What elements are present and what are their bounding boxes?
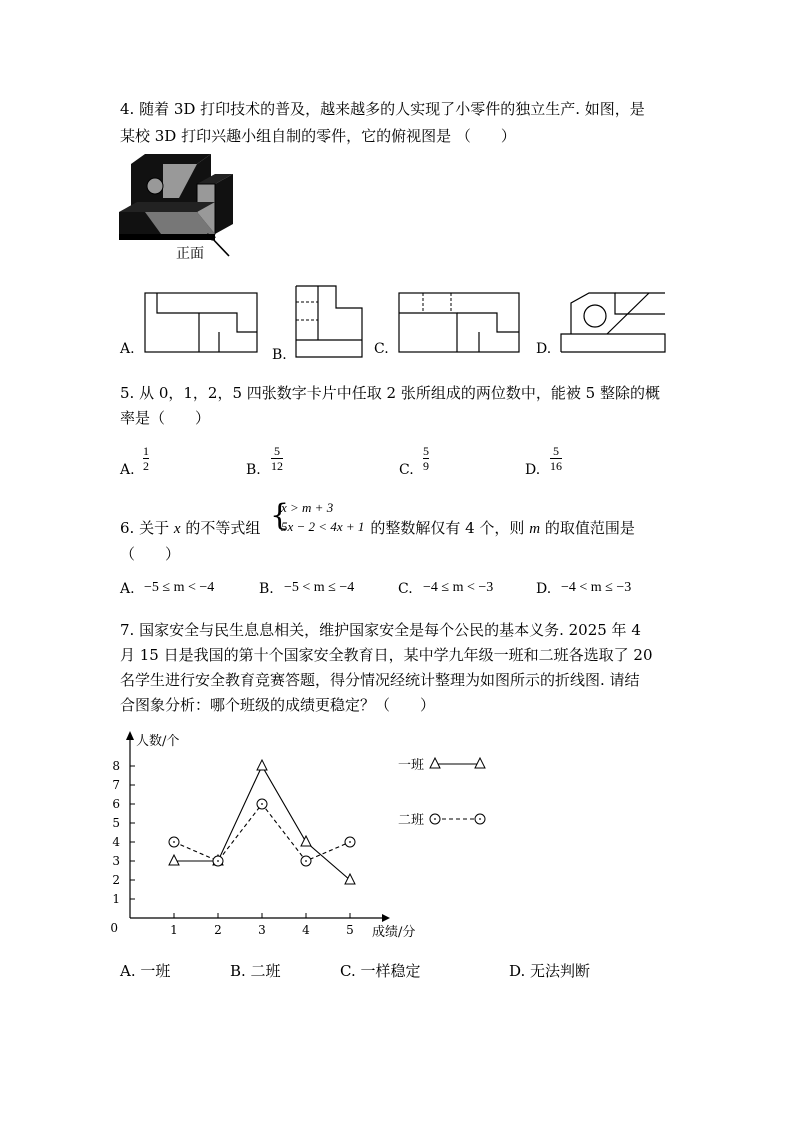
q7-line-chart: [110, 728, 610, 943]
fraction-denominator: 12: [271, 459, 283, 473]
x-tick-label: 4: [302, 923, 310, 937]
x-axis-arrow: [382, 914, 390, 922]
fraction-numerator: 1: [143, 444, 149, 458]
q5-option-d-label[interactable]: D.: [525, 462, 541, 478]
legend-marker-center: [479, 818, 481, 820]
q4-option-a-figure: [143, 291, 259, 355]
legend-marker: [430, 758, 440, 768]
q5-option-b-label[interactable]: B.: [246, 462, 261, 478]
y-tick-label: 4: [112, 835, 120, 849]
q4-option-b-label[interactable]: B.: [272, 347, 287, 363]
legend-marker: [475, 758, 485, 768]
q6-option-d-text: −4 < m ≤ −3: [561, 580, 632, 595]
series-2-circle-point-center: [349, 841, 351, 843]
q4-option-c-figure: [397, 291, 523, 355]
q6-var-x: x: [173, 521, 181, 537]
q6-option-a-text: −5 ≤ m < −4: [144, 580, 215, 595]
legend-label-1: 一班: [398, 758, 425, 773]
series-1-triangle-point: [301, 836, 311, 846]
q6-inequality-2: 5x − 2 < 4x + 1: [281, 519, 365, 534]
q6-prefix: 6. 关于: [120, 519, 170, 537]
q6-option-b-text: −5 < m ≤ −4: [284, 580, 355, 595]
series-1-triangle-point: [345, 874, 355, 884]
y-tick-label: 3: [112, 854, 120, 868]
q5-line-1: 5. 从 0，1，2，5 四张数字卡片中任取 2 张所组成的两位数中，能被 5 整除的概: [120, 384, 660, 402]
q7-line-3: 名学生进行安全教育竞赛答题，得分情况经统计整理为如图所示的折线图. 请结: [120, 671, 640, 689]
y-tick-label: 5: [112, 816, 120, 830]
legend-label-2: 二班: [398, 813, 425, 828]
q6-option-d-label[interactable]: D.: [536, 581, 552, 597]
y-tick-label: 6: [112, 797, 120, 811]
q6-var-m: m: [529, 521, 541, 537]
fraction-denominator: 2: [143, 459, 149, 473]
q7-option-c[interactable]: C. 一样稳定: [340, 962, 421, 980]
q7-option-b[interactable]: B. 二班: [230, 962, 281, 980]
q4-option-a-label[interactable]: A.: [120, 341, 135, 357]
q6-option-c-text: −4 ≤ m < −3: [423, 580, 494, 595]
document-page: 4. 随着 3D 打印技术的普及，越来越多的人实现了小零件的独立生产. 如图，是 某校 3D 打印兴趣小组自制的零件，它的俯视图是 （ ） 正面 A. B. C. D. 5. 从 0，1，2，5 四张数字卡片中任取 2 张所组成的两位数中，能被 5 整除的概 率是（ ） A. 1 2 B. 5 12 C. 5 9 D. 5 16 6. 关于 x 的不等式组 的整数解仅有 4 个，则 m 的取值范围是 { x > m + 3 5x − 2 < 4x + 1 （ ） A. −5 ≤ m < −4 B. −5 < m ≤ −4 C. −4 ≤ m < −3 D. −4 < m ≤ −3 7. 国家安全与民生息息相关，维护国家安全是每个公民的基本义务. 2025 年 4 月 15 日是我国的第十个国家安全教育日，某中学九年级一班和二班各选取了 20 名学生进行安全教育竞赛答题，得分情况经统计整理为如图所示的折线图. 请结 合图象分析：哪个班级的成绩更稳定？（ ） 0 1 2 3 4 5 6 7 8 1 2 3 4 5 人数/个 成绩/分 一班 二班 A. 一班 B. 二班 C. 一样稳定 D. 无法判断: [0, 0, 794, 1123]
q4-line-2: 某校 3D 打印兴趣小组自制的零件，它的俯视图是 （ ）: [120, 127, 516, 145]
x-tick-label: 1: [170, 923, 178, 937]
series-2-circle-point-center: [261, 803, 263, 805]
q5-option-c-fraction: [423, 445, 429, 472]
q7-option-a[interactable]: A. 一班: [120, 962, 171, 980]
y-tick-label: 2: [112, 873, 120, 887]
q4-option-d-figure: [559, 289, 669, 355]
q4-line-1: 4. 随着 3D 打印技术的普及，越来越多的人实现了小零件的独立生产. 如图，是: [120, 100, 645, 118]
q6-suffix2: 的取值范围是: [544, 519, 635, 537]
y-tick-label: 7: [112, 778, 120, 792]
series-2-circle-point-center: [173, 841, 175, 843]
q5-option-b-fraction: [271, 445, 283, 472]
series-line-1: [174, 766, 350, 880]
fraction-denominator: 16: [550, 459, 562, 473]
fraction-numerator: 5: [423, 444, 429, 458]
q5-option-a-label[interactable]: A.: [120, 462, 135, 478]
series-1-triangle-point: [257, 760, 267, 770]
series-2-circle-point-center: [217, 860, 219, 862]
x-tick-label: 5: [346, 923, 354, 937]
q4-option-c-label[interactable]: C.: [374, 341, 389, 357]
fraction-numerator: 5: [553, 444, 559, 458]
q7-line-2: 月 15 日是我国的第十个国家安全教育日，某中学九年级一班和二班各选取了 20: [120, 646, 653, 664]
legend-marker-center: [434, 818, 436, 820]
q6-option-b-label[interactable]: B.: [259, 581, 274, 597]
fraction-denominator: 9: [423, 459, 429, 473]
series-line-2: [174, 804, 350, 861]
y-tick-label: 8: [112, 759, 120, 773]
q6-option-c-label[interactable]: C.: [398, 581, 413, 597]
x-tick-label: 3: [258, 923, 266, 937]
q7-option-d[interactable]: D. 无法判断: [509, 962, 591, 980]
q5-line-2: 率是（ ）: [120, 409, 211, 427]
y-tick-label: 1: [112, 892, 120, 906]
series-2-circle-point-center: [305, 860, 307, 862]
y-tick-label: 0: [110, 921, 118, 935]
q6-line-1: [120, 518, 635, 539]
q5-option-d-fraction: [550, 445, 562, 472]
q6-suffix1: 的整数解仅有 4 个，则: [370, 519, 525, 537]
q4-front-label: 正面: [176, 246, 204, 262]
series-1-triangle-point: [169, 855, 179, 865]
q6-line-2: （ ）: [120, 545, 181, 563]
fraction-numerator: 5: [274, 444, 280, 458]
q7-line-1: 7. 国家安全与民生息息相关，维护国家安全是每个公民的基本义务. 2025 年 4: [120, 621, 641, 639]
y-axis-arrow: [126, 731, 134, 740]
q6-mid: 的不等式组: [185, 519, 261, 537]
q4-option-b-figure: [294, 284, 366, 360]
x-axis-label: 成绩/分: [372, 925, 416, 940]
q7-line-4: 合图象分析：哪个班级的成绩更稳定？（ ）: [120, 696, 436, 714]
q6-inequality-1: x > m + 3: [281, 500, 334, 515]
q4-option-d-label[interactable]: D.: [536, 341, 552, 357]
q6-option-a-label[interactable]: A.: [120, 581, 135, 597]
q5-option-a-fraction: [143, 445, 149, 472]
x-tick-label: 2: [214, 923, 222, 937]
y-axis-label: 人数/个: [136, 734, 180, 749]
q5-option-c-label[interactable]: C.: [399, 462, 414, 478]
